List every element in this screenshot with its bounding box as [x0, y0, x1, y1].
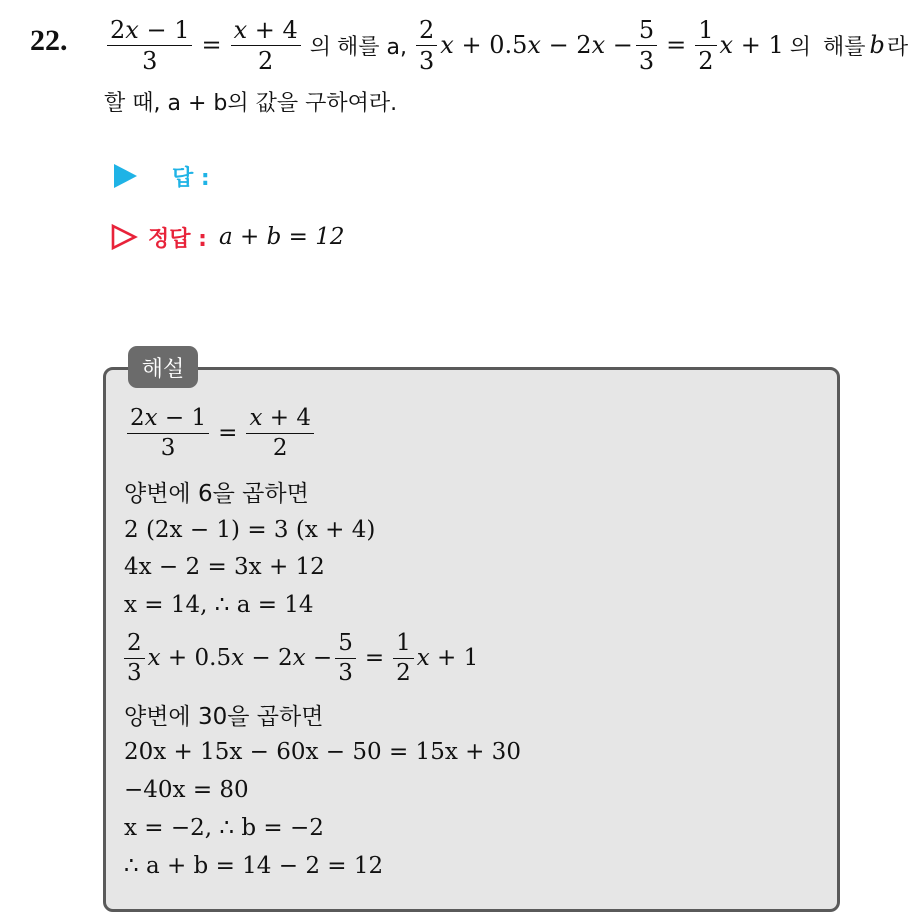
solution-step-simplify-1: 4x − 2 = 3x + 12	[124, 554, 325, 580]
solution-eq-1: $\frac{2x - 1}{3}$ = $\frac{x + 4}{2}$	[124, 402, 317, 464]
solution-step-expand-1: 2 (2x − 1) = 3 (x + 4)	[124, 517, 376, 543]
answer-row	[112, 160, 210, 192]
solution-step-result-a: x = 14, ∴ a = 14	[124, 592, 314, 618]
solution-step-simplify-2: −40x = 80	[124, 777, 249, 803]
correct-answer-row	[110, 221, 344, 253]
fraction-2x-1-over-3: $\frac{2x - 1}{3}$	[107, 18, 192, 73]
fraction-2-over-3: $\frac{2}{3}$	[416, 18, 437, 73]
word-ra: 라	[886, 34, 909, 60]
problem-line-1: $\frac{2x - 1}{3}$ = $\frac{x + 4}{2}$ 의 해를 a, $\frac{2}{3}$ x + 0.5x − 2x − $\frac{5}{3}$ = $\frac{1}{2}$ x + 1 의 해를 b 라	[104, 14, 914, 76]
problem-text-line-2: 할 때, a + b의 값을 구하여라.	[104, 90, 398, 116]
solution-step-multiply-30: 양변에 30을 곱하면	[124, 703, 324, 730]
correct-answer-label: 정답 :	[148, 226, 207, 252]
solution-step-result-b: x = −2, ∴ b = −2	[124, 815, 324, 841]
fraction-1-over-2: $\frac{1}{2}$	[695, 18, 716, 73]
word-solution-a: 해를 a,	[337, 34, 408, 60]
fraction-5-over-3: $\frac{5}{3}$	[636, 18, 657, 73]
answer-label: 답 :	[172, 165, 210, 191]
fraction-x+4-over-2: $\frac{x + 4}{2}$	[231, 18, 301, 73]
word-of: 의	[309, 34, 332, 60]
problem-line-2	[104, 86, 397, 116]
outline-play-icon	[110, 223, 138, 251]
solution-step-final: ∴ a + b = 14 − 2 = 12	[124, 853, 384, 879]
word-solution-b: 해를	[823, 34, 866, 60]
correct-answer-value: a + b = 12	[218, 224, 345, 250]
solution-step-multiply-6: 양변에 6을 곱하면	[124, 480, 309, 507]
var-b: b	[869, 31, 885, 59]
solution-eq-2: $\frac{2}{3}$ x + 0.5x − 2x − $\frac{5}{3}$ = $\frac{1}{2}$ x + 1	[124, 627, 478, 689]
solution-step-expand-2: 20x + 15x − 60x − 50 = 15x + 30	[124, 739, 521, 765]
play-icon	[112, 163, 138, 189]
word-of-2: 의	[789, 34, 811, 60]
solution-tab: 해설	[128, 346, 198, 388]
problem-number: 22.	[30, 24, 68, 57]
